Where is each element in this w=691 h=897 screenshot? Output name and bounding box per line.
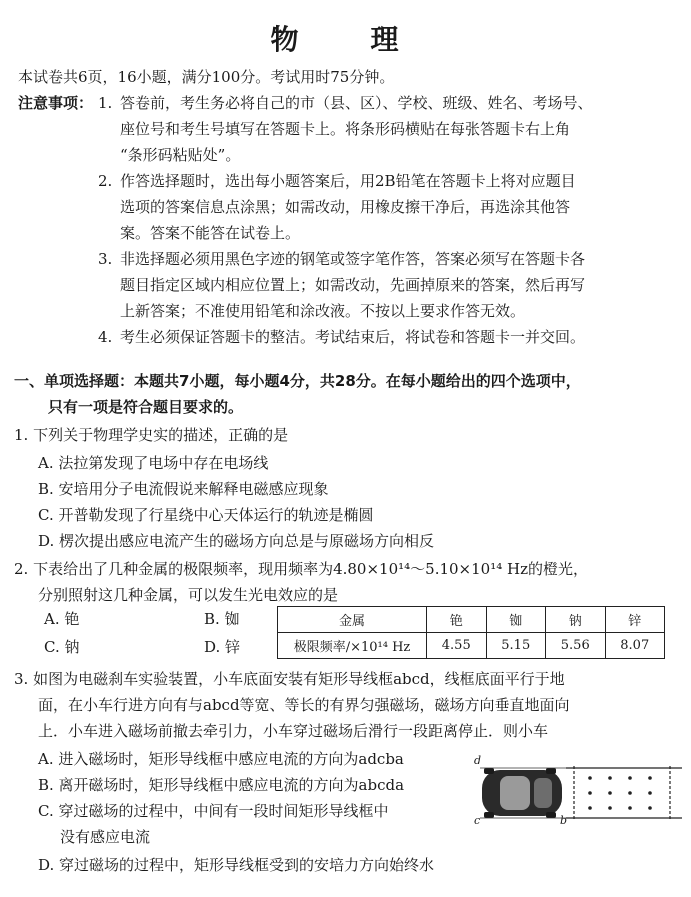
question-2-option-b: B. 铷 [204,610,240,628]
table-header-cell: 铷 [486,607,546,633]
magnetic-field-region [566,766,682,820]
notice-item-1 [98,90,593,116]
notice-item-num: 3. [98,250,113,268]
question-3-option-c: C. 穿过磁场的过程中，中间有一段时间矩形导线框中 [38,802,389,820]
table-header-cell: 锌 [605,607,665,633]
car-field-diagram [470,758,682,828]
question-3-option-b: B. 离开磁场时，矩形导线框中感应电流的方向为abcda [38,776,405,794]
question-1-option-d: D. 楞次提出感应电流产生的磁场方向总是与原磁场方向相反 [38,532,435,550]
notice-item-4 [98,324,585,350]
notice-line: 选项的答案信息点涂黑；如需改动，用橡皮擦干净后，再选涂其他答 [120,198,571,216]
table-cell: 极限频率/×10¹⁴ Hz [278,633,427,659]
metal-frequency-table [277,606,665,659]
table-header-row [278,607,665,633]
notice-line: 非选择题必须用黑色字迹的钢笔或签字笔作答，答案必须写在答题卡各 [120,250,586,268]
question-2-option-d: D. 锌 [204,638,241,656]
brake-experiment-figure [470,754,682,828]
question-3-stem-cont: 面，在小车行进方向有与abcd等宽、等长的有界匀强磁场，磁场方向垂直地面向 [38,696,570,714]
notice-line: 上新答案；不准使用铅笔和涂改液。不按以上要求作答无效。 [120,302,526,320]
question-3-stem-cont: 上．小车进入磁场前撤去牵引力，小车穿过磁场后滑行一段距离停止．则小车 [38,722,549,740]
notice-line: 座位号和考生号填写在答题卡上。将条形码横贴在每张答题卡右上角 [120,120,571,138]
table-header-cell: 金属 [278,607,427,633]
question-2-option-c: C. 钠 [44,638,80,656]
notice-line: “条形码粘贴处”。 [120,146,241,164]
notice-item-num: 4. [98,328,113,346]
exam-intro: 本试卷共6页，16小题，满分100分。考试用时75分钟。 [18,68,395,86]
coil-label-d: d [474,754,482,767]
table-cell: 5.56 [546,633,606,659]
car-icon [482,768,562,818]
notice-item-3 [98,246,585,272]
table-row [278,633,665,659]
notice-line: 题目指定区域内相应位置上；如需改动，先画掉原来的答案，然后再写 [120,276,586,294]
question-3-stem: 3. 如图为电磁刹车实验装置，小车底面安装有矩形导线框abcd，线框底面平行于地 [14,670,565,688]
question-2-stem: 2. 下表给出了几种金属的极限频率，现用频率为4.80×10¹⁴～5.10×10¹⁴ Hz的橙光， [14,560,588,578]
notice-label: 注意事项： [18,94,94,112]
notice-line: 答卷前，考生务必将自己的市（县、区）、学校、班级、姓名、考场号、 [120,94,593,112]
table-cell: 5.15 [486,633,546,659]
question-1-option-a: A. 法拉第发现了电场中存在电场线 [38,454,269,472]
notice-line: 考生必须保证答题卡的整洁。考试结束后，将试卷和答题卡一并交回。 [120,328,586,346]
question-3-option-a: A. 进入磁场时，矩形导线框中感应电流的方向为adcba [38,750,404,768]
page-title: 物 理 [270,23,421,56]
question-1-stem: 1. 下列关于物理学史实的描述，正确的是 [14,426,289,444]
notice-line: 案。答案不能答在试卷上。 [120,224,301,242]
notice-line: 作答选择题时，选出每小题答案后，用2B铅笔在答题卡上将对应题目 [120,172,576,190]
question-1-option-b: B. 安培用分子电流假说来解释电磁感应现象 [38,480,329,498]
table-cell: 4.55 [427,633,487,659]
question-3-option-c-cont: 没有感应电流 [60,828,151,846]
question-1-option-c: C. 开普勒发现了行星绕中心天体运行的轨迹是椭圆 [38,506,374,524]
table-header-cell: 铯 [427,607,487,633]
notice-item-2 [98,168,576,194]
question-3-option-d: D. 穿过磁场的过程中，矩形导线框受到的安培力方向始终水 [38,856,435,874]
section-heading-cont: 只有一项是符合题目要求的。 [48,398,244,416]
table-cell: 8.07 [605,633,665,659]
coil-label-c: c [474,814,481,827]
question-2-option-a: A. 铯 [44,610,80,628]
table-header-cell: 钠 [546,607,606,633]
coil-label-b: b [560,814,568,827]
notice-item-num: 2. [98,172,113,190]
section-heading: 一、单项选择题：本题共7小题，每小题4分，共28分。在每小题给出的四个选项中， [14,372,581,390]
question-2-stem-cont: 分别照射这几种金属，可以发生光电效应的是 [38,586,339,604]
notice-item-num: 1. [98,94,113,112]
